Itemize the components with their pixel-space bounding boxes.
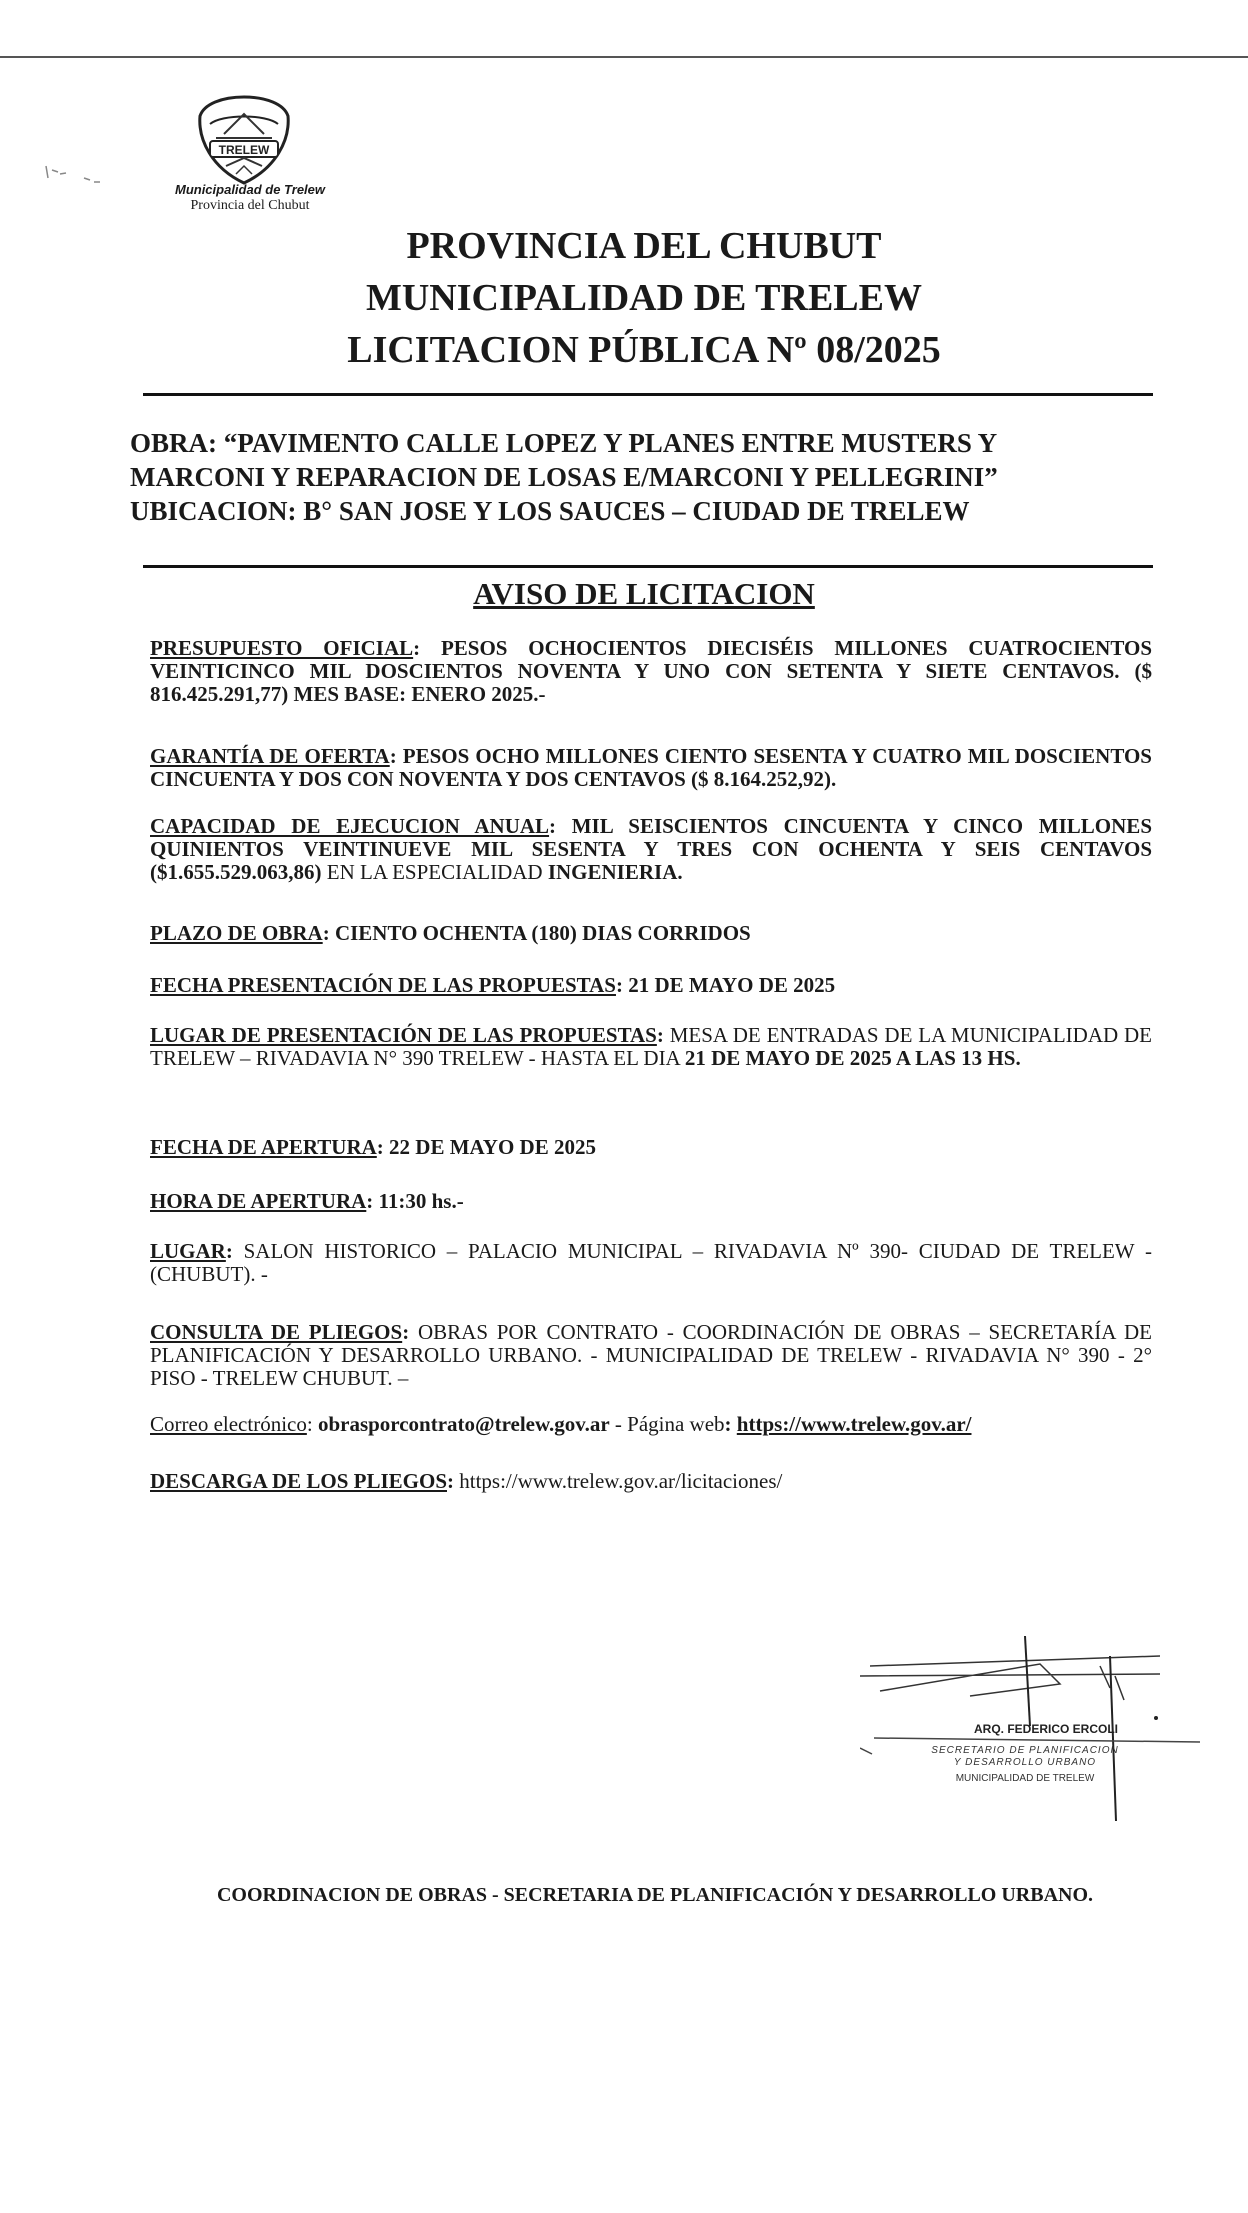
email-label: Correo electrónico (150, 1412, 307, 1436)
plazo-label: PLAZO DE OBRA (150, 921, 323, 945)
obra-divider (143, 565, 1153, 568)
fecha-presentacion-text: 21 DE MAYO DE 2025 (628, 973, 836, 997)
lugar-presentacion-deadline: 21 DE MAYO DE 2025 A LAS 13 HS. (684, 1046, 1021, 1070)
descarga-paragraph: DESCARGA DE LOS PLIEGOS: https://www.trelew.gov.ar/licitaciones/ (150, 1469, 783, 1493)
lugar-text: SALON HISTORICO – PALACIO MUNICIPAL – RIVADAVIA Nº 390- CIUDAD DE TRELEW - (CHUBUT). - (150, 1239, 1153, 1286)
email-link[interactable]: obrasporcontrato@trelew.gov.ar (317, 1412, 610, 1436)
presupuesto-paragraph: PRESUPUESTO OFICIAL: PESOS OCHOCIENTOS DIECISÉIS MILLONES CUATROCIENTOS VEINTICINCO MIL DOSCIENTOS NOVENTA Y UNO CON SETENTA Y SIETE CENTAVOS. ($ 816.425.291,77) MES BASE: ENERO 2025.- (150, 636, 1152, 706)
top-border-line (0, 56, 1248, 58)
logo-caption (150, 182, 350, 214)
margin-scribble-mark (42, 160, 112, 190)
signature-role-line-1: SECRETARIO DE PLANIFICACION (931, 1745, 1119, 1756)
garantia-label: GARANTÍA DE OFERTA (150, 744, 390, 768)
web-link[interactable]: https://www.trelew.gov.ar/ (736, 1412, 972, 1436)
lugar-paragraph: LUGAR: SALON HISTORICO – PALACIO MUNICIPAL – RIVADAVIA Nº 390- CIUDAD DE TRELEW - (CHUBUT). - (150, 1239, 1153, 1286)
consulta-label: CONSULTA DE PLIEGOS (150, 1320, 403, 1344)
signature-role (900, 1745, 1150, 1769)
province-caption: Provincia del Chubut (190, 198, 310, 213)
descarga-label: DESCARGA DE LOS PLIEGOS (150, 1469, 447, 1493)
lugar-presentacion-paragraph: LUGAR DE PRESENTACIÓN DE LAS PROPUESTAS: MESA DE ENTRADAS DE LA MUNICIPALIDAD DE TRELEW – RIVADAVIA N° 390 TRELEW - HASTA EL DIA 21 DE MAYO DE 2025 A LAS 13 HS. (150, 1023, 1152, 1070)
signature-role-line-2: Y DESARROLLO URBANO (953, 1757, 1097, 1768)
trelew-shield-logo (196, 94, 292, 186)
garantia-paragraph: GARANTÍA DE OFERTA: PESOS OCHO MILLONES CIENTO SESENTA Y CUATRO MIL DOSCIENTOS CINCUENTA Y DOS CON NOVENTA Y DOS CENTAVOS ($ 8.164.252,92). (150, 744, 1152, 791)
web-label: - Página web (609, 1412, 725, 1436)
fecha-apertura-label: FECHA DE APERTURA (150, 1135, 377, 1159)
municipality-caption: Municipalidad de Trelew (174, 182, 325, 197)
aviso-heading: AVISO DE LICITACION (473, 576, 815, 611)
title-tender-number: LICITACION PÚBLICA Nº 08/2025 (347, 329, 941, 371)
obra-block (130, 426, 1140, 528)
garantia-text: PESOS OCHO MILLONES CIENTO SESENTA Y CUATRO MIL DOSCIENTOS CINCUENTA Y DOS CON NOVENTA Y DOS CENTAVOS ($ 8.164.252,92). (150, 744, 1152, 791)
ubicacion-line: UBICACION: B° SAN JOSE Y LOS SAUCES – CIUDAD DE TRELEW (130, 496, 970, 526)
capacidad-especialidad: EN LA ESPECIALIDAD (321, 860, 548, 884)
fecha-apertura-paragraph: FECHA DE APERTURA: 22 DE MAYO DE 2025 (150, 1135, 596, 1159)
lugar-presentacion-label: LUGAR DE PRESENTACIÓN DE LAS PROPUESTAS (150, 1023, 657, 1047)
consulta-text: OBRAS POR CONTRATO - COORDINACIÓN DE OBRAS – SECRETARÍA DE PLANIFICACIÓN Y DESARROLLO URBANO. - MUNICIPALIDAD DE TRELEW - RIVADAVIA N° 390 - 2° PISO - TRELEW CHUBUT. – (150, 1320, 1152, 1390)
plazo-text: CIENTO OCHENTA (180) DIAS CORRIDOS (334, 921, 751, 945)
capacidad-text: MIL SEISCIENTOS CINCUENTA Y CINCO MILLONES QUINIENTOS VEINTINUEVE MIL SESENTA Y TRES CON OCHENTA Y SEIS CENTAVOS ($1.655.529.063,86) (150, 814, 1152, 884)
obra-line-2: MARCONI Y REPARACION DE LOSAS E/MARCONI Y PELLEGRINI” (130, 462, 998, 492)
title-municipality: MUNICIPALIDAD DE TRELEW (366, 277, 922, 319)
fecha-presentacion-label: FECHA PRESENTACIÓN DE LAS PROPUESTAS (150, 973, 616, 997)
fecha-apertura-text: 22 DE MAYO DE 2025 (389, 1135, 596, 1159)
presupuesto-label: PRESUPUESTO OFICIAL (150, 636, 414, 660)
logo-text: TRELEW (218, 143, 270, 157)
fecha-presentacion-paragraph: FECHA PRESENTACIÓN DE LAS PROPUESTAS: 21 DE MAYO DE 2025 (150, 973, 836, 997)
descarga-link[interactable]: https://www.trelew.gov.ar/licitaciones/ (459, 1469, 783, 1493)
consulta-paragraph: CONSULTA DE PLIEGOS: OBRAS POR CONTRATO - COORDINACIÓN DE OBRAS – SECRETARÍA DE PLANIFICACIÓN Y DESARROLLO URBANO. - MUNICIPALIDAD DE TRELEW - RIVADAVIA N° 390 - 2° PISO - TRELEW CHUBUT. – (150, 1320, 1152, 1390)
contacto-paragraph: Correo electrónico: obrasporcontrato@trelew.gov.ar - Página web: https://www.trelew.gov.ar/ (150, 1412, 972, 1436)
hora-apertura-label: HORA DE APERTURA (150, 1189, 367, 1213)
title-province: PROVINCIA DEL CHUBUT (406, 225, 882, 267)
capacidad-ingenieria: INGENIERIA. (547, 860, 683, 884)
capacidad-label: CAPACIDAD DE EJECUCION ANUAL (150, 814, 550, 838)
obra-line-1: OBRA: “PAVIMENTO CALLE LOPEZ Y PLANES ENTRE MUSTERS Y (130, 428, 998, 458)
plazo-paragraph: PLAZO DE OBRA: CIENTO OCHENTA (180) DIAS CORRIDOS (150, 921, 751, 945)
lugar-presentacion-text: MESA DE ENTRADAS DE LA MUNICIPALIDAD DE TRELEW – RIVADAVIA N° 390 TRELEW - HASTA EL DIA (150, 1023, 1152, 1070)
hora-apertura-paragraph: HORA DE APERTURA: 11:30 hs.- (150, 1189, 464, 1213)
presupuesto-text: PESOS OCHOCIENTOS DIECISÉIS MILLONES CUATROCIENTOS VEINTICINCO MIL DOSCIENTOS NOVENTA Y UNO CON SETENTA Y SIETE CENTAVOS. ($ 816.425.291,77) MES BASE: ENERO 2025.- (150, 636, 1152, 706)
footer-text: COORDINACION DE OBRAS - SECRETARIA DE PLANIFICACIÓN Y DESARROLLO URBANO. (216, 1884, 1094, 1906)
signature-municipality: MUNICIPALIDAD DE TRELEW (955, 1773, 1095, 1784)
header-divider (143, 393, 1153, 396)
lugar-label: LUGAR (150, 1239, 226, 1263)
signature-name: ARQ. FEDERICO ERCOLI (973, 1722, 1118, 1736)
capacidad-paragraph: CAPACIDAD DE EJECUCION ANUAL: MIL SEISCIENTOS CINCUENTA Y CINCO MILLONES QUINIENTOS VEINTINUEVE MIL SESENTA Y TRES CON OCHENTA Y SEIS CENTAVOS ($1.655.529.063,86) EN LA ESPECIALIDAD INGENIERIA. (150, 814, 1152, 884)
hora-apertura-text: 11:30 hs.- (378, 1189, 464, 1213)
